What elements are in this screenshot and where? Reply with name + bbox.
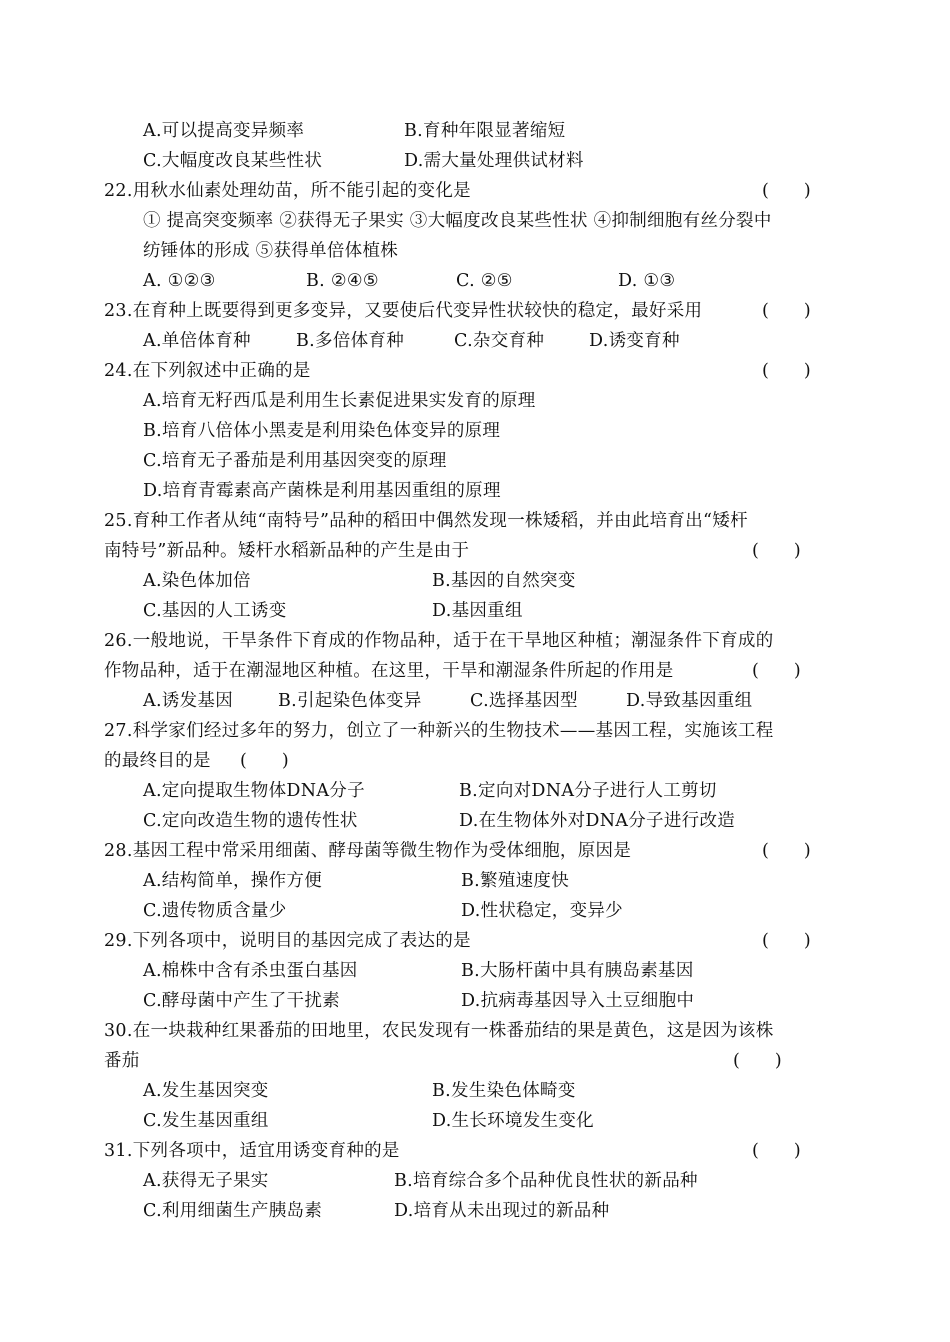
q24-stem: 24.在下列叙述中正确的是 (104, 361, 311, 381)
q21-option-a: A.可以提高变异频率 (143, 121, 305, 141)
q31-option-a: A.获得无子果实 (143, 1171, 269, 1191)
q24-option-b: B.培育八倍体小黑麦是利用染色体变异的原理 (143, 421, 501, 441)
q22-items-line1: ① 提高突变频率 ②获得无子果实 ③大幅度改良某些性状 ④抑制细胞有丝分裂中 (143, 211, 772, 231)
q30-answer-paren: ( ) (733, 1051, 782, 1071)
q28-stem: 28.基因工程中常采用细菌、酵母菌等微生物作为受体细胞，原因是 (104, 841, 632, 861)
q30-option-d: D.生长环境发生变化 (432, 1111, 594, 1131)
q23-option-c: C.杂交育种 (454, 331, 545, 351)
q27-option-b: B.定向对DNA分子进行人工剪切 (459, 781, 717, 801)
q21-option-c: C.大幅度改良某些性状 (143, 151, 323, 171)
q26-option-b: B.引起染色体变异 (278, 691, 422, 711)
q27-answer-paren: ( ) (240, 751, 289, 771)
q28-option-b: B.繁殖速度快 (461, 871, 570, 891)
q23-stem: 23.在育种上既要得到更多变异，又要使后代变异性状较快的稳定，最好采用 (104, 301, 703, 321)
q28-answer-paren: ( ) (762, 841, 811, 861)
q23-option-a: A.单倍体育种 (143, 331, 251, 351)
q26-option-d: D.导致基因重组 (626, 691, 753, 711)
q29-option-b: B.大肠杆菌中具有胰岛素基因 (461, 961, 694, 981)
q23-option-d: D.诱变育种 (589, 331, 680, 351)
q27-option-c: C.定向改造生物的遗传性状 (143, 811, 358, 831)
q24-option-c: C.培育无子番茄是利用基因突变的原理 (143, 451, 447, 471)
q26-stem-line2: 作物品种，适于在潮湿地区种植。在这里，干旱和潮湿条件所起的作用是 (104, 661, 674, 681)
q22-items-line2: 纺锤体的形成 ⑤获得单倍体植株 (143, 241, 399, 261)
q28-option-d: D.性状稳定，变异少 (461, 901, 623, 921)
q22-option-a: A. ①②③ (143, 271, 216, 291)
q23-option-b: B.多倍体育种 (296, 331, 405, 351)
q26-option-c: C.选择基因型 (470, 691, 578, 711)
q24-answer-paren: ( ) (762, 361, 811, 381)
q28-option-c: C.遗传物质含量少 (143, 901, 287, 921)
q30-stem-line1: 30.在一块栽种红果番茄的田地里，农民发现有一株番茄结的果是黄色，这是因为该株 (104, 1021, 774, 1041)
q29-answer-paren: ( ) (762, 931, 811, 951)
q24-option-d: D.培育青霉素高产菌株是利用基因重组的原理 (143, 481, 501, 501)
q22-option-d: D. ①③ (618, 271, 676, 291)
q27-stem-line1: 27.科学家们经过多年的努力，创立了一种新兴的生物技术——基因工程，实施该工程 (104, 721, 774, 741)
q25-answer-paren: ( ) (752, 541, 801, 561)
q30-option-b: B.发生染色体畸变 (432, 1081, 576, 1101)
q25-option-c: C.基因的人工诱变 (143, 601, 287, 621)
q30-option-a: A.发生基因突变 (143, 1081, 269, 1101)
q21-option-d: D.需大量处理供试材料 (404, 151, 584, 171)
q29-option-d: D.抗病毒基因导入土豆细胞中 (461, 991, 695, 1011)
q21-option-b: B.育种年限显著缩短 (404, 121, 566, 141)
q31-option-c: C.利用细菌生产胰岛素 (143, 1201, 323, 1221)
q22-option-c: C. ②⑤ (456, 271, 513, 291)
q22-stem: 22.用秋水仙素处理幼苗，所不能引起的变化是 (104, 181, 471, 201)
q29-option-c: C.酵母菌中产生了干扰素 (143, 991, 340, 1011)
q30-option-c: C.发生基因重组 (143, 1111, 269, 1131)
q22-answer-paren: ( ) (762, 181, 811, 201)
q31-option-b: B.培育综合多个品种优良性状的新品种 (394, 1171, 698, 1191)
q31-stem: 31.下列各项中，适宜用诱变育种的是 (104, 1141, 400, 1161)
q25-option-a: A.染色体加倍 (143, 571, 251, 591)
q22-option-b: B. ②④⑤ (306, 271, 379, 291)
q25-option-d: D.基因重组 (432, 601, 523, 621)
q25-stem-line2: 南特号”新品种。矮杆水稻新品种的产生是由于 (104, 541, 470, 561)
q31-answer-paren: ( ) (752, 1141, 801, 1161)
q31-option-d: D.培育从未出现过的新品种 (394, 1201, 610, 1221)
q27-option-d: D.在生物体外对DNA分子进行改造 (459, 811, 736, 831)
q29-stem: 29.下列各项中，说明目的基因完成了表达的是 (104, 931, 471, 951)
q28-option-a: A.结构简单，操作方便 (143, 871, 322, 891)
q25-option-b: B.基因的自然突变 (432, 571, 576, 591)
q30-stem-line2: 番茄 (104, 1051, 140, 1071)
q25-stem-line1: 25.育种工作者从纯“南特号”品种的稻田中偶然发现一株矮稻，并由此培育出“矮杆 (104, 511, 748, 531)
q26-option-a: A.诱发基因 (143, 691, 234, 711)
q26-stem-line1: 26.一般地说，干旱条件下育成的作物品种，适于在干旱地区种植；潮湿条件下育成的 (104, 631, 774, 651)
q27-option-a: A.定向提取生物体DNA分子 (143, 781, 365, 801)
q24-option-a: A.培育无籽西瓜是利用生长素促进果实发育的原理 (143, 391, 536, 411)
q23-answer-paren: ( ) (762, 301, 811, 321)
q26-answer-paren: ( ) (752, 661, 801, 681)
q29-option-a: A.棉株中含有杀虫蛋白基因 (143, 961, 358, 981)
q27-stem-line2: 的最终目的是 (104, 751, 211, 771)
